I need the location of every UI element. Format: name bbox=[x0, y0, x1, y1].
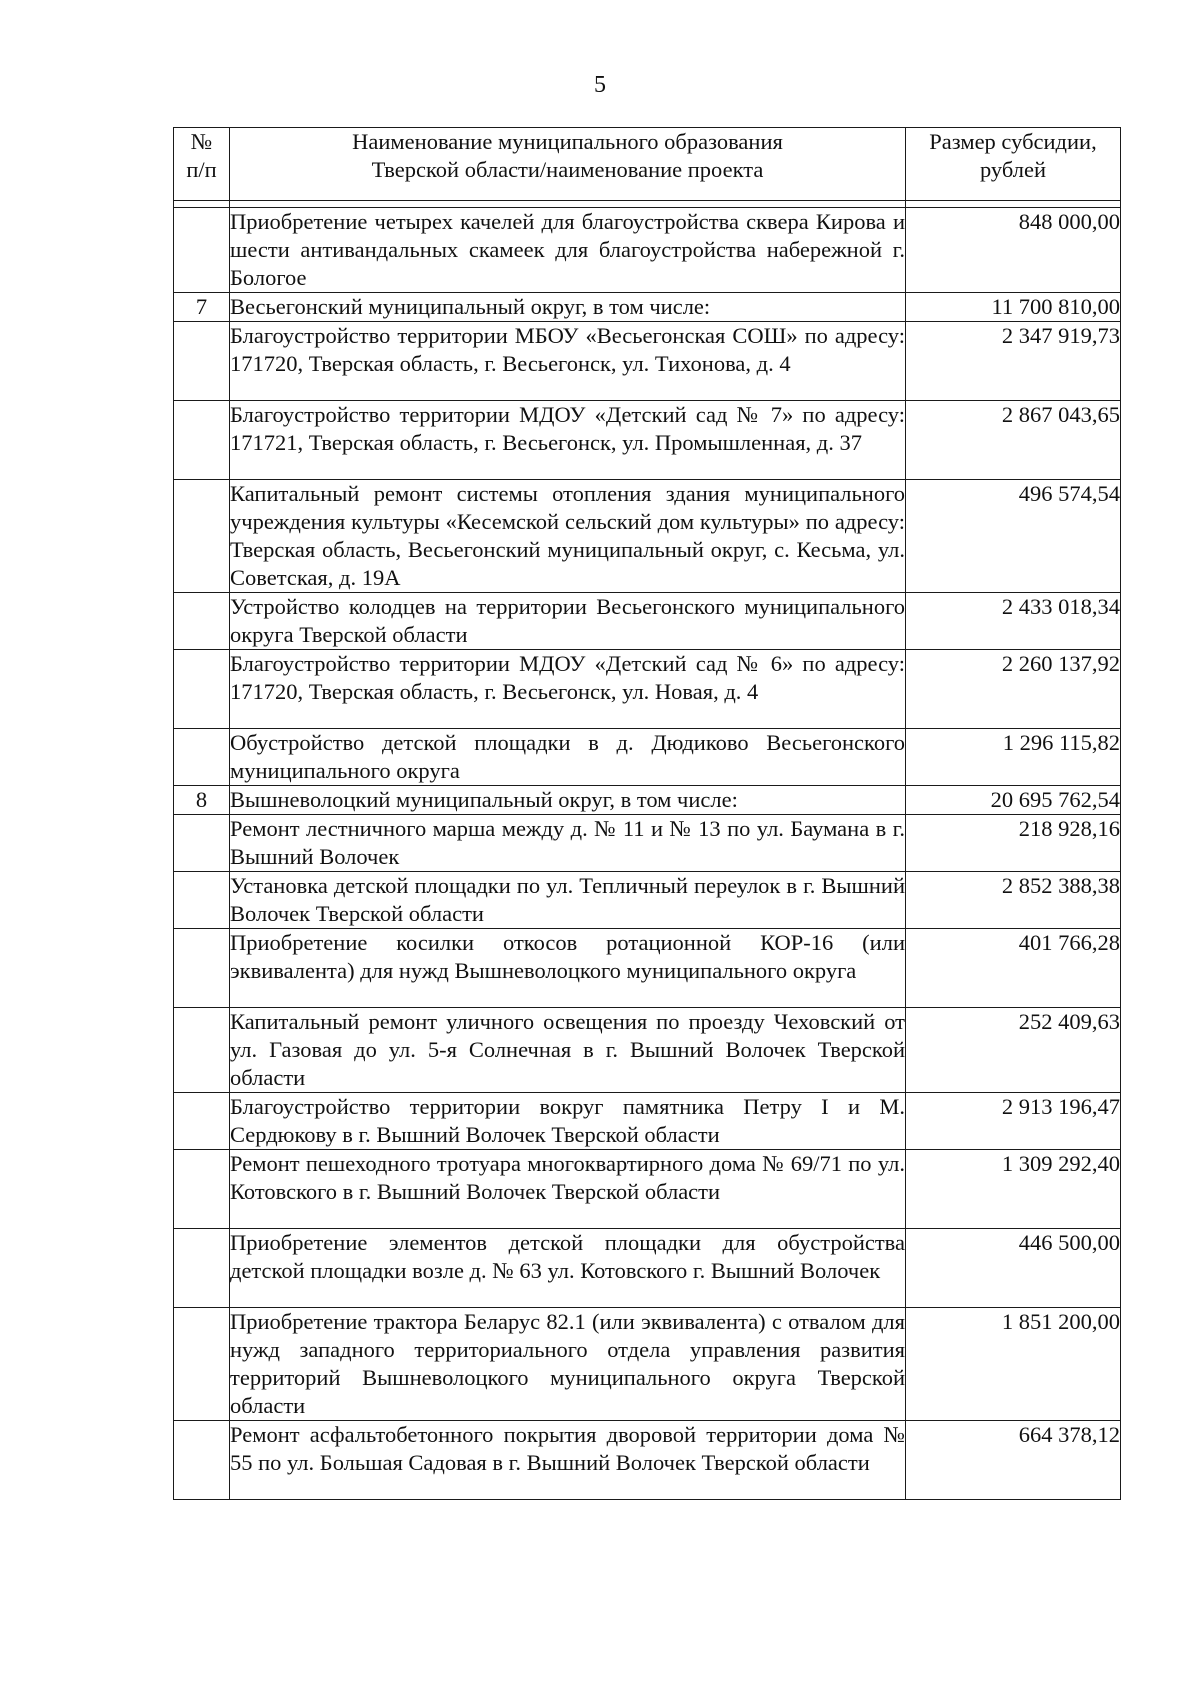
row-name: Обустройство детской площадки в д. Дюдиково Весьегонского муниципального округа bbox=[230, 729, 906, 786]
table-row bbox=[174, 208, 1121, 293]
header-number: № п/п bbox=[174, 128, 230, 201]
row-amount: 1 296 115,82 bbox=[906, 729, 1121, 786]
row-number bbox=[174, 815, 230, 872]
row-number bbox=[174, 1008, 230, 1093]
row-number bbox=[174, 872, 230, 929]
row-number bbox=[174, 322, 230, 401]
header-name: Наименование муниципального образования Тверской области/наименование проекта bbox=[230, 128, 906, 201]
row-name: Благоустройство территории МДОУ «Детский сад № 7» по адресу: 171721, Тверская область, г. Весьегонск, ул. Промышленная, д. 37 bbox=[230, 401, 906, 480]
table-row bbox=[174, 1421, 1121, 1500]
row-amount: 2 347 919,73 bbox=[906, 322, 1121, 401]
row-name: Вышневолоцкий муниципальный округ, в том числе: bbox=[230, 786, 906, 815]
row-name: Ремонт лестничного марша между д. № 11 и № 13 по ул. Баумана в г. Вышний Волочек bbox=[230, 815, 906, 872]
table-row bbox=[174, 1308, 1121, 1421]
row-name: Благоустройство территории МБОУ «Весьегонская СОШ» по адресу: 171720, Тверская область, г. Весьегонск, ул. Тихонова, д. 4 bbox=[230, 322, 906, 401]
table-row bbox=[174, 593, 1121, 650]
row-number bbox=[174, 593, 230, 650]
row-amount: 11 700 810,00 bbox=[906, 293, 1121, 322]
row-number bbox=[174, 480, 230, 593]
row-name: Благоустройство территории МДОУ «Детский сад № 6» по адресу: 171720, Тверская область, г. Весьегонск, ул. Новая, д. 4 bbox=[230, 650, 906, 729]
table-row bbox=[174, 650, 1121, 729]
header-spacer-row bbox=[174, 201, 1121, 208]
table-row bbox=[174, 1093, 1121, 1150]
row-amount: 2 260 137,92 bbox=[906, 650, 1121, 729]
row-number bbox=[174, 1421, 230, 1500]
row-number bbox=[174, 729, 230, 786]
row-name: Приобретение косилки откосов ротационной КОР-16 (или эквивалента) для нужд Вышневолоцкого муниципального округа bbox=[230, 929, 906, 1008]
row-name: Устройство колодцев на территории Весьегонского муниципального округа Тверской области bbox=[230, 593, 906, 650]
table-row bbox=[174, 929, 1121, 1008]
row-amount: 2 913 196,47 bbox=[906, 1093, 1121, 1150]
row-amount: 848 000,00 bbox=[906, 208, 1121, 293]
row-amount: 401 766,28 bbox=[906, 929, 1121, 1008]
row-name: Установка детской площадки по ул. Тепличный переулок в г. Вышний Волочек Тверской области bbox=[230, 872, 906, 929]
row-name: Благоустройство территории вокруг памятника Петру I и М. Сердюкову в г. Вышний Волочек Тверской области bbox=[230, 1093, 906, 1150]
row-number bbox=[174, 1150, 230, 1229]
row-number: 8 bbox=[174, 786, 230, 815]
table-row bbox=[174, 872, 1121, 929]
subsidy-table bbox=[173, 127, 1121, 1500]
row-amount: 20 695 762,54 bbox=[906, 786, 1121, 815]
table-row bbox=[174, 1150, 1121, 1229]
header-amount: Размер субсидии, рублей bbox=[906, 128, 1121, 201]
row-number bbox=[174, 401, 230, 480]
page-number: 5 bbox=[594, 72, 606, 98]
row-amount: 496 574,54 bbox=[906, 480, 1121, 593]
row-name: Ремонт пешеходного тротуара многоквартирного дома № 69/71 по ул. Котовского в г. Вышний Волочек Тверской области bbox=[230, 1150, 906, 1229]
district-row bbox=[174, 293, 1121, 322]
row-number bbox=[174, 650, 230, 729]
table-row bbox=[174, 1008, 1121, 1093]
row-amount: 218 928,16 bbox=[906, 815, 1121, 872]
row-number: 7 bbox=[174, 293, 230, 322]
row-name: Ремонт асфальтобетонного покрытия дворовой территории дома № 55 по ул. Большая Садовая в г. Вышний Волочек Тверской области bbox=[230, 1421, 906, 1500]
table-row bbox=[174, 322, 1121, 401]
table-row bbox=[174, 1229, 1121, 1308]
row-name: Капитальный ремонт уличного освещения по проезду Чеховский от ул. Газовая до ул. 5-я Солнечная в г. Вышний Волочек Тверской области bbox=[230, 1008, 906, 1093]
row-number bbox=[174, 1093, 230, 1150]
row-number bbox=[174, 208, 230, 293]
row-amount: 1 851 200,00 bbox=[906, 1308, 1121, 1421]
table-row bbox=[174, 480, 1121, 593]
table-row bbox=[174, 815, 1121, 872]
row-amount: 664 378,12 bbox=[906, 1421, 1121, 1500]
row-amount: 2 852 388,38 bbox=[906, 872, 1121, 929]
row-name: Капитальный ремонт системы отопления здания муниципального учреждения культуры «Кесемской сельский дом культуры» по адресу: Тверская область, Весьегонский муниципальный округ, с. Кесьма, ул. Советская, д. 19А bbox=[230, 480, 906, 593]
row-amount: 2 433 018,34 bbox=[906, 593, 1121, 650]
row-number bbox=[174, 929, 230, 1008]
table-row bbox=[174, 729, 1121, 786]
district-row bbox=[174, 786, 1121, 815]
row-amount: 446 500,00 bbox=[906, 1229, 1121, 1308]
row-amount: 252 409,63 bbox=[906, 1008, 1121, 1093]
row-name: Приобретение четырех качелей для благоустройства сквера Кирова и шести антивандальных скамеек для благоустройства набережной г. Бологое bbox=[230, 208, 906, 293]
table-header-row bbox=[174, 128, 1121, 201]
row-name: Приобретение элементов детской площадки для обустройства детской площадки возле д. № 63 ул. Котовского г. Вышний Волочек bbox=[230, 1229, 906, 1308]
table-row bbox=[174, 401, 1121, 480]
row-amount: 2 867 043,65 bbox=[906, 401, 1121, 480]
row-name: Весьегонский муниципальный округ, в том числе: bbox=[230, 293, 906, 322]
row-amount: 1 309 292,40 bbox=[906, 1150, 1121, 1229]
row-number bbox=[174, 1308, 230, 1421]
row-name: Приобретение трактора Беларус 82.1 (или эквивалента) с отвалом для нужд западного территориального отдела управления развития территорий Вышневолоцкого муниципального округа Тверской области bbox=[230, 1308, 906, 1421]
row-number bbox=[174, 1229, 230, 1308]
